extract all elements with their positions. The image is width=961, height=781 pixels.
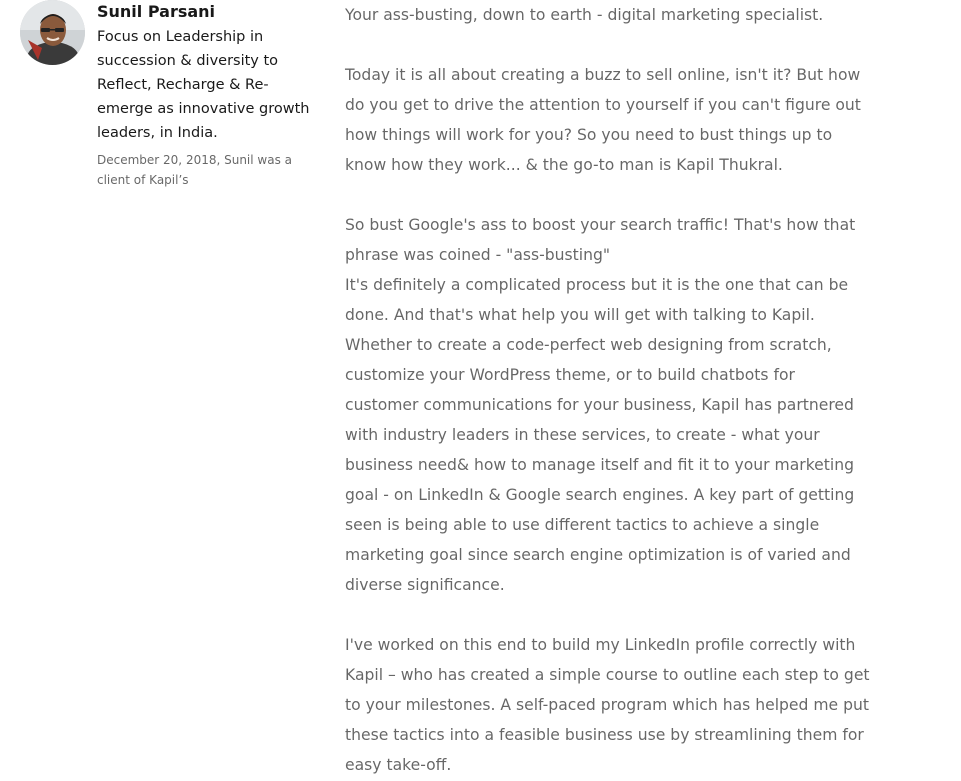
avatar[interactable] (20, 0, 85, 65)
text-line: Today it is all about creating a buzz to sell online, isn't it? But how (345, 66, 861, 84)
meta-line: client of Kapil’s (97, 173, 189, 187)
paragraph-course (345, 630, 955, 780)
text-line: So bust Google's ass to boost your search traffic! That's how that (345, 216, 856, 234)
text-line: how things will work for you? So you need to bust things up to (345, 126, 833, 144)
text-line: to your milestones. A self-paced program which has helped me put (345, 696, 870, 714)
text-line: Whether to create a code-perfect web designing from scratch, (345, 336, 832, 354)
text-line: customize your WordPress theme, or to build chatbots for (345, 366, 795, 384)
avatar-photo (20, 0, 85, 65)
text-line: easy take-off. (345, 756, 452, 774)
headline-line: emerge as innovative growth (97, 101, 310, 117)
text-line: goal - on LinkedIn & Google search engines. A key part of getting (345, 486, 855, 504)
text-line: customer communications for your business, Kapil has partnered (345, 396, 854, 414)
author-headline (97, 25, 329, 145)
author-name[interactable]: Sunil Parsani (97, 2, 216, 21)
headline-line: succession & diversity to (97, 53, 279, 69)
meta-line: December 20, 2018, Sunil was a (97, 153, 293, 167)
recommendation-text (345, 0, 955, 780)
headline-line: Reflect, Recharge & Re- (97, 77, 269, 93)
text-line: I've worked on this end to build my LinkedIn profile correctly with (345, 636, 856, 654)
text-line: phrase was coined - "ass-busting" (345, 246, 611, 264)
text-line: with industry leaders in these services, to create - what your (345, 426, 820, 444)
text-line: marketing goal since search engine optimization is of varied and (345, 546, 851, 564)
paragraph-gap (345, 600, 955, 630)
text-line: do you get to drive the attention to yourself if you can't figure out (345, 96, 861, 114)
paragraph-services (345, 210, 955, 600)
recommendation-meta (97, 150, 329, 190)
headline-line: Focus on Leadership in (97, 29, 264, 45)
text-line: done. And that's what help you will get with talking to Kapil. (345, 306, 815, 324)
paragraph-gap (345, 180, 955, 210)
paragraph-buzz (345, 60, 955, 180)
text-line: know how they work... & the go-to man is Kapil Thukral. (345, 156, 783, 174)
headline-line: leaders, in India. (97, 125, 218, 141)
text-line: Kapil – who has created a simple course to outline each step to get (345, 666, 870, 684)
author-info (97, 0, 332, 190)
text-line: Your ass-busting, down to earth - digital marketing specialist. (345, 6, 824, 24)
text-line: It's definitely a complicated process but it is the one that can be (345, 276, 849, 294)
text-line: seen is being able to use different tactics to achieve a single (345, 516, 820, 534)
paragraph-intro (345, 0, 955, 30)
text-line: business need& how to manage itself and fit it to your marketing (345, 456, 855, 474)
paragraph-gap (345, 30, 955, 60)
text-line: diverse significance. (345, 576, 505, 594)
text-line: these tactics into a feasible business use by streamlining them for (345, 726, 864, 744)
